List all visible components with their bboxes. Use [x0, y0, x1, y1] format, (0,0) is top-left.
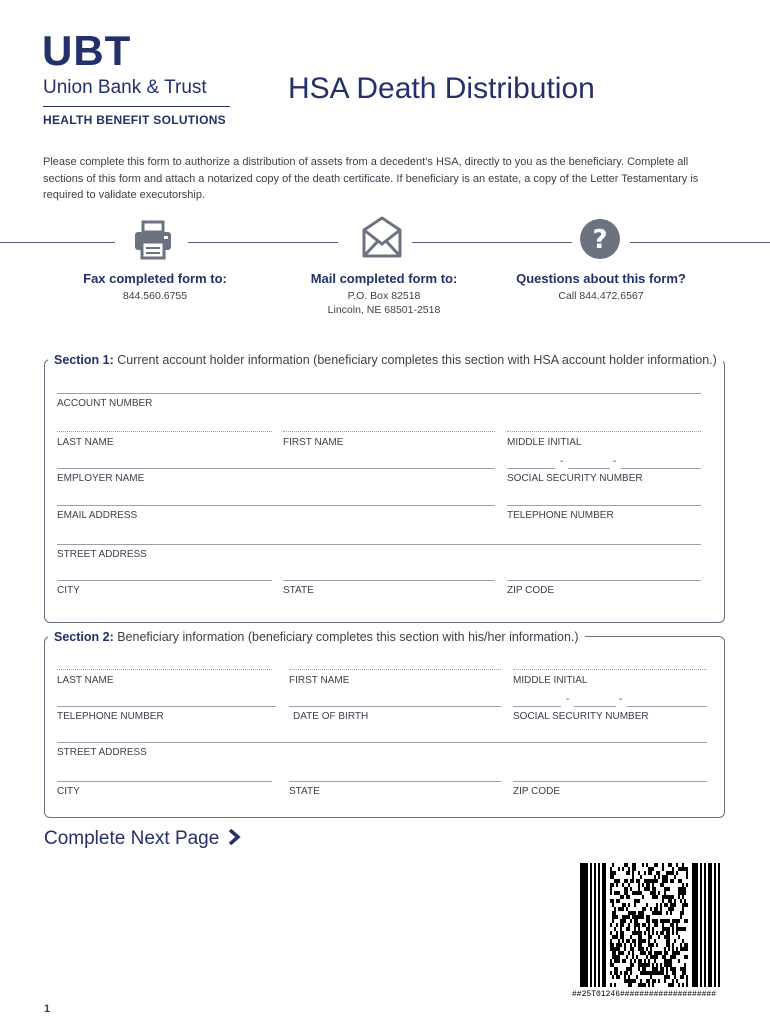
beneficiary-first-name-field[interactable] [289, 669, 501, 670]
page-number: 1 [44, 1003, 51, 1015]
city-label: CITY [57, 585, 80, 596]
section1-title [48, 352, 723, 368]
beneficiary-middle-initial-field[interactable] [513, 669, 707, 670]
telephone-label: TELEPHONE NUMBER [507, 510, 614, 521]
beneficiary-city-label: CITY [57, 786, 80, 797]
beneficiary-street-label: STREET ADDRESS [57, 747, 147, 758]
fax-contact [40, 271, 270, 303]
telephone-field[interactable] [507, 505, 701, 506]
questions-contact [486, 271, 716, 303]
middle-initial-label: MIDDLE INITIAL [507, 437, 582, 448]
logo-divider [43, 106, 230, 107]
section2-box [44, 636, 725, 818]
printer-icon [131, 218, 175, 262]
beneficiary-first-name-label: FIRST NAME [289, 675, 350, 686]
beneficiary-state-field[interactable] [289, 781, 501, 782]
ssn-field-part1[interactable] [507, 468, 555, 469]
middle-initial-field[interactable] [507, 431, 701, 432]
fax-number: 844.560.6755 [122, 290, 188, 302]
intro-paragraph: Please complete this form to authorize a distribution of assets from a decedent’s HSA, directly to you as the beneficiary. Complete all sections of this form and attach a notarized copy of the death certificate. If beneficiary is an estate, a copy of the Letter Testamentary is required to validate executorship. [43, 156, 699, 201]
mail-heading: Mail completed form to: [310, 271, 458, 286]
ssn-label: SOCIAL SECURITY NUMBER [507, 473, 643, 484]
beneficiary-telephone-label: TELEPHONE NUMBER [57, 711, 164, 722]
email-field[interactable] [57, 505, 495, 506]
beneficiary-last-name-field[interactable] [57, 669, 272, 670]
zip-label: ZIP CODE [507, 585, 555, 596]
logo-name: Union Bank & Trust [43, 77, 207, 98]
street-address-field[interactable] [57, 544, 701, 545]
ssn-separator: - [613, 456, 617, 467]
ssn-field-part2[interactable] [568, 468, 610, 469]
divider-line [412, 242, 572, 243]
logo-tagline: HEALTH BENEFIT SOLUTIONS [43, 113, 226, 127]
ssn-separator: - [566, 694, 570, 705]
question-icon [578, 217, 622, 261]
employer-name-field[interactable] [57, 468, 495, 469]
divider-line [188, 242, 338, 243]
ssn-separator: - [560, 456, 564, 467]
last-name-field[interactable] [57, 431, 272, 432]
employer-name-label: EMPLOYER NAME [57, 473, 145, 484]
divider-line [630, 242, 770, 243]
divider-line [0, 242, 115, 243]
beneficiary-ssn-field-part2[interactable] [574, 706, 616, 707]
beneficiary-ssn-field-part1[interactable] [513, 706, 561, 707]
complete-next-page-link[interactable] [44, 828, 241, 850]
beneficiary-telephone-field[interactable] [57, 706, 276, 707]
state-field[interactable] [283, 580, 495, 581]
svg-text:?: ? [592, 225, 608, 255]
city-field[interactable] [57, 580, 272, 581]
section2-title [48, 629, 585, 645]
beneficiary-ssn-field-part3[interactable] [627, 706, 707, 707]
state-label: STATE [283, 585, 314, 596]
beneficiary-state-label: STATE [289, 786, 320, 797]
mail-contact [269, 271, 499, 317]
section2-description: Beneficiary information (beneficiary completes this section with his/her information.) [113, 630, 579, 644]
section1-number: Section 1: [54, 353, 114, 367]
pdf417-barcode [580, 863, 720, 987]
first-name-label: FIRST NAME [283, 437, 344, 448]
email-label: EMAIL ADDRESS [57, 510, 138, 521]
questions-heading: Questions about this form? [516, 271, 686, 286]
account-number-field[interactable] [57, 393, 701, 394]
beneficiary-zip-label: ZIP CODE [513, 786, 561, 797]
beneficiary-city-field[interactable] [57, 781, 272, 782]
barcode-text: ##25T01246#################### [572, 990, 717, 999]
complete-next-page-label: Complete Next Page [44, 828, 220, 849]
section1-description: Current account holder information (beneficiary completes this section with HSA account holder information.) [113, 353, 717, 367]
section2-number: Section 2: [54, 630, 114, 644]
beneficiary-middle-initial-label: MIDDLE INITIAL [513, 675, 588, 686]
chevron-right-icon [227, 829, 241, 845]
street-address-label: STREET ADDRESS [57, 549, 147, 560]
zip-field[interactable] [507, 580, 701, 581]
account-number-label: ACCOUNT NUMBER [57, 398, 153, 409]
beneficiary-street-field[interactable] [57, 742, 707, 743]
beneficiary-ssn-label: SOCIAL SECURITY NUMBER [513, 711, 649, 722]
last-name-label: LAST NAME [57, 437, 114, 448]
fax-heading: Fax completed form to: [83, 271, 227, 286]
beneficiary-last-name-label: LAST NAME [57, 675, 114, 686]
page-title: HSA Death Distribution [288, 72, 595, 105]
beneficiary-dob-label: DATE OF BIRTH [293, 711, 369, 722]
beneficiary-dob-field[interactable] [289, 706, 501, 707]
beneficiary-zip-field[interactable] [513, 781, 707, 782]
envelope-icon [360, 216, 404, 260]
ssn-separator: - [619, 694, 623, 705]
mail-address-line1: P.O. Box 82518 [347, 290, 421, 302]
ssn-field-part3[interactable] [621, 468, 701, 469]
questions-phone: Call 844.472.6567 [558, 290, 644, 302]
first-name-field[interactable] [283, 431, 495, 432]
logo-brand: UBT [42, 27, 132, 74]
mail-address-line2: Lincoln, NE 68501-2518 [327, 304, 441, 316]
